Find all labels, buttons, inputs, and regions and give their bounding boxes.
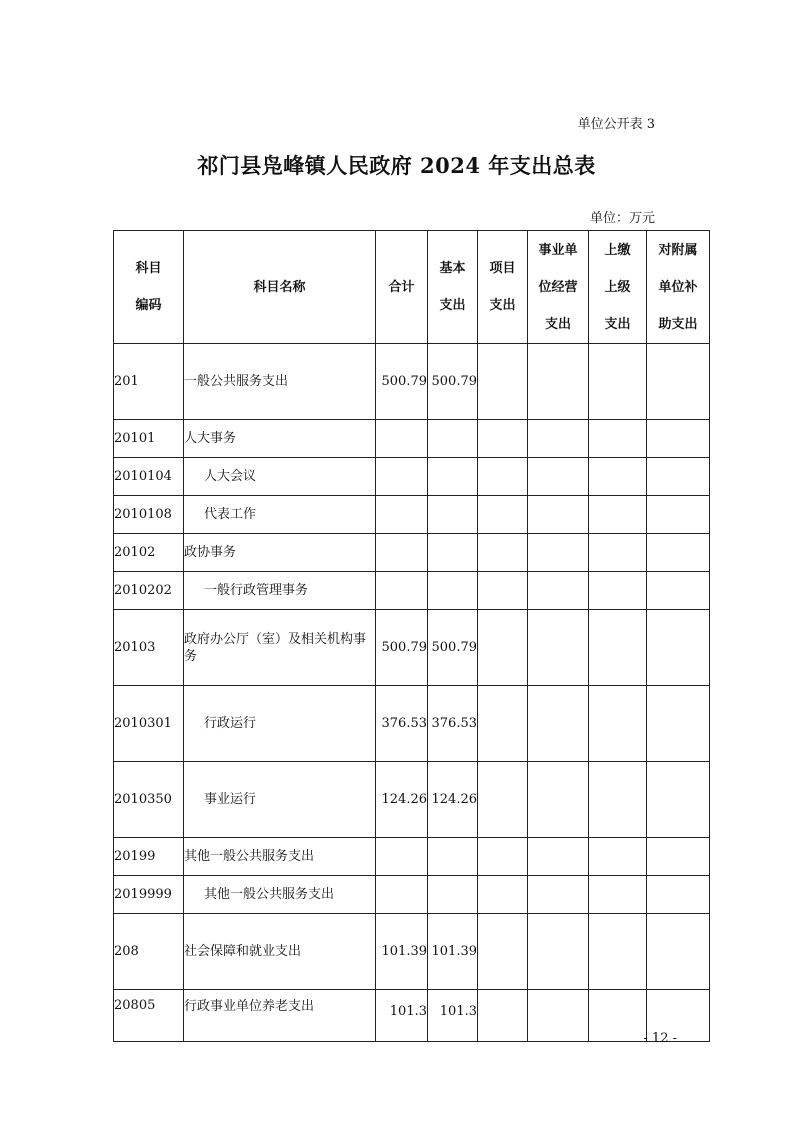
cell-upper xyxy=(589,534,647,572)
cell-business xyxy=(528,572,589,610)
cell-subsidy xyxy=(647,838,710,876)
table-row xyxy=(114,762,710,838)
table-row xyxy=(114,914,710,990)
cell-subsidy xyxy=(647,572,710,610)
cell-business xyxy=(528,990,589,1042)
cell-business xyxy=(528,420,589,458)
cell-basic: 500.79 xyxy=(428,344,478,420)
cell-total xyxy=(376,458,428,496)
cell-upper xyxy=(589,420,647,458)
cell-name: 政府办公厅（室）及相关机构事务 xyxy=(184,610,376,686)
cell-basic xyxy=(428,420,478,458)
cell-total xyxy=(376,420,428,458)
table-row xyxy=(114,496,710,534)
cell-business xyxy=(528,686,589,762)
cell-business xyxy=(528,876,589,914)
table-row xyxy=(114,876,710,914)
cell-total: 101.39 xyxy=(376,914,428,990)
cell-subsidy xyxy=(647,686,710,762)
cell-upper xyxy=(589,876,647,914)
col-header-upper: 上缴上级支出 xyxy=(589,231,647,344)
cell-total: 124.26 xyxy=(376,762,428,838)
page-number: - 12 - xyxy=(643,1031,677,1046)
cell-project xyxy=(478,686,528,762)
unit-label: 单位：万元 xyxy=(589,211,655,226)
cell-name: 人大事务 xyxy=(184,420,376,458)
cell-total: 376.53 xyxy=(376,686,428,762)
cell-name: 其他一般公共服务支出 xyxy=(184,876,376,914)
table-row xyxy=(114,420,710,458)
cell-name: 其他一般公共服务支出 xyxy=(184,838,376,876)
cell-total: 500.79 xyxy=(376,344,428,420)
cell-code: 201 xyxy=(114,344,184,420)
cell-business xyxy=(528,914,589,990)
cell-upper xyxy=(589,686,647,762)
cell-business xyxy=(528,496,589,534)
cell-business xyxy=(528,838,589,876)
col-header-subsidy: 对附属单位补助支出 xyxy=(647,231,710,344)
cell-project xyxy=(478,420,528,458)
cell-project xyxy=(478,496,528,534)
cell-business xyxy=(528,610,589,686)
cell-project xyxy=(478,914,528,990)
cell-business xyxy=(528,458,589,496)
col-header-total: 合计 xyxy=(376,231,428,344)
table-row xyxy=(114,458,710,496)
cell-subsidy xyxy=(647,762,710,838)
cell-code: 20199 xyxy=(114,838,184,876)
cell-basic: 376.53 xyxy=(428,686,478,762)
cell-code: 208 xyxy=(114,914,184,990)
col-header-basic: 基本支出 xyxy=(428,231,478,344)
cell-total xyxy=(376,496,428,534)
cell-name: 人大会议 xyxy=(184,458,376,496)
cell-code: 20102 xyxy=(114,534,184,572)
table-header-row xyxy=(114,231,710,344)
cell-total xyxy=(376,838,428,876)
cell-code: 2010301 xyxy=(114,686,184,762)
cell-name: 一般公共服务支出 xyxy=(184,344,376,420)
cell-total xyxy=(376,534,428,572)
cell-upper xyxy=(589,762,647,838)
cell-subsidy xyxy=(647,420,710,458)
table-row xyxy=(114,572,710,610)
cell-basic: 101.3 xyxy=(428,990,478,1042)
cell-name: 事业运行 xyxy=(184,762,376,838)
col-header-project: 项目支出 xyxy=(478,231,528,344)
cell-basic xyxy=(428,876,478,914)
cell-subsidy xyxy=(647,914,710,990)
cell-basic xyxy=(428,838,478,876)
cell-basic xyxy=(428,572,478,610)
cell-total xyxy=(376,876,428,914)
cell-name: 代表工作 xyxy=(184,496,376,534)
cell-code: 2010202 xyxy=(114,572,184,610)
cell-upper xyxy=(589,572,647,610)
table-row xyxy=(114,686,710,762)
cell-name: 政协事务 xyxy=(184,534,376,572)
cell-subsidy xyxy=(647,610,710,686)
cell-project xyxy=(478,458,528,496)
cell-basic xyxy=(428,458,478,496)
cell-code: 2010108 xyxy=(114,496,184,534)
cell-subsidy xyxy=(647,534,710,572)
cell-project xyxy=(478,534,528,572)
cell-name: 一般行政管理事务 xyxy=(184,572,376,610)
cell-project xyxy=(478,838,528,876)
cell-subsidy xyxy=(647,458,710,496)
cell-basic: 101.39 xyxy=(428,914,478,990)
cell-upper xyxy=(589,610,647,686)
cell-total: 500.79 xyxy=(376,610,428,686)
cell-upper xyxy=(589,496,647,534)
cell-project xyxy=(478,876,528,914)
cell-code: 20805 xyxy=(114,990,184,1042)
cell-project xyxy=(478,610,528,686)
table-row xyxy=(114,838,710,876)
cell-project xyxy=(478,990,528,1042)
col-header-name: 科目名称 xyxy=(184,231,376,344)
cell-code: 2019999 xyxy=(114,876,184,914)
page-title: 祁门县凫峰镇人民政府 2024 年支出总表 xyxy=(197,153,596,178)
cell-business xyxy=(528,344,589,420)
cell-subsidy xyxy=(647,344,710,420)
cell-upper xyxy=(589,458,647,496)
cell-name: 行政事业单位养老支出 xyxy=(184,990,376,1042)
cell-subsidy xyxy=(647,496,710,534)
table-row xyxy=(114,534,710,572)
cell-total xyxy=(376,572,428,610)
cell-code: 20101 xyxy=(114,420,184,458)
table-row xyxy=(114,344,710,420)
cell-name: 行政运行 xyxy=(184,686,376,762)
cell-code: 2010350 xyxy=(114,762,184,838)
cell-subsidy xyxy=(647,876,710,914)
cell-upper xyxy=(589,344,647,420)
cell-upper xyxy=(589,838,647,876)
col-header-business: 事业单位经营支出 xyxy=(528,231,589,344)
cell-project xyxy=(478,762,528,838)
cell-code: 20103 xyxy=(114,610,184,686)
cell-project xyxy=(478,572,528,610)
cell-basic xyxy=(428,534,478,572)
cell-basic: 500.79 xyxy=(428,610,478,686)
table-row xyxy=(114,990,710,1042)
cell-business xyxy=(528,762,589,838)
cell-basic xyxy=(428,496,478,534)
table-number-label: 单位公开表 3 xyxy=(577,117,655,132)
cell-total: 101.3 xyxy=(376,990,428,1042)
expenditure-table xyxy=(113,230,710,1042)
col-header-code: 科目编码 xyxy=(114,231,184,344)
cell-code: 2010104 xyxy=(114,458,184,496)
cell-basic: 124.26 xyxy=(428,762,478,838)
cell-upper xyxy=(589,914,647,990)
cell-business xyxy=(528,534,589,572)
cell-upper xyxy=(589,990,647,1042)
cell-project xyxy=(478,344,528,420)
table-row xyxy=(114,610,710,686)
cell-name: 社会保障和就业支出 xyxy=(184,914,376,990)
